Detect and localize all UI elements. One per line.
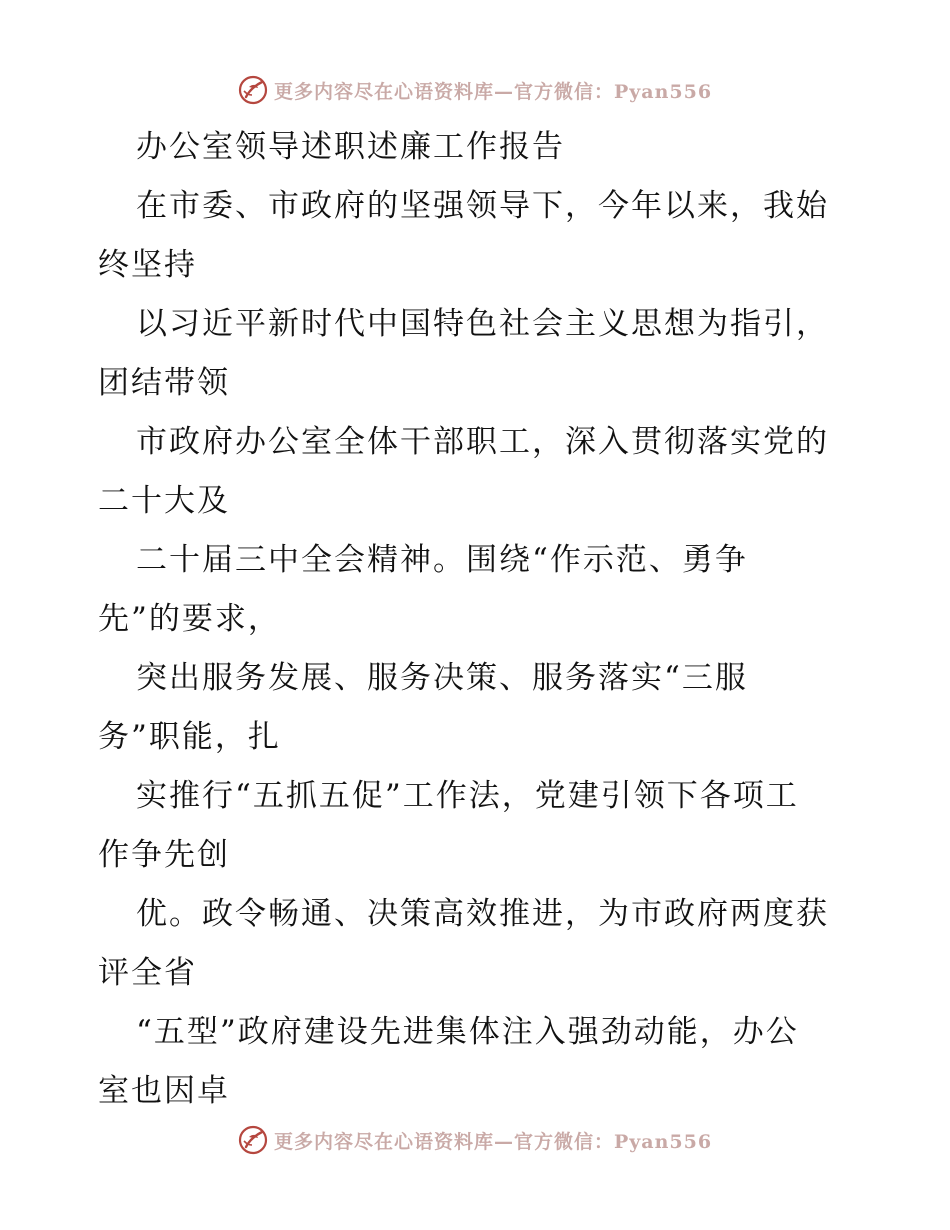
paragraph-line: 突出服务发展、服务决策、服务落实“三服 [136, 660, 748, 696]
paragraph-line: 作争先创 [98, 837, 230, 873]
paragraph-line: 团结带领 [98, 365, 230, 401]
rose-logo-icon [238, 75, 268, 105]
paragraph-line: 室也因卓 [98, 1073, 230, 1109]
paragraph-line: 务”职能，扎 [98, 719, 281, 755]
paragraph-line: 以习近平新时代中国特色社会主义思想为指引， [136, 306, 829, 342]
paragraph-line: 市政府办公室全体干部职工，深入贯彻落实党的 [136, 424, 829, 460]
footer-banner [0, 1120, 950, 1160]
paragraph-line: 终坚持 [98, 247, 197, 283]
paragraph-line: 评全省 [98, 955, 197, 991]
paragraph-line: 实推行“五抓五促”工作法，党建引领下各项工 [136, 778, 799, 814]
paragraph-line: “五型”政府建设先进集体注入强劲动能，办公 [136, 1014, 799, 1050]
paragraph-line: 优。政令畅通、决策高效推进，为市政府两度获 [136, 896, 829, 932]
paragraph-line: 二十届三中全会精神。围绕“作示范、勇争 [136, 542, 748, 578]
paragraph-line: 二十大及 [98, 483, 230, 519]
paragraph-line: 先”的要求， [98, 601, 281, 637]
paragraph-line: 在市委、市政府的坚强领导下，今年以来，我始 [136, 188, 829, 224]
header-banner [0, 70, 950, 110]
document-title: 办公室领导述职述廉工作报告 [136, 129, 565, 165]
banner-text: 更多内容尽在心语资料库—官方微信：Pyan556 [273, 80, 713, 103]
document-body [98, 118, 868, 1121]
rose-logo-icon [238, 1125, 268, 1155]
banner-text: 更多内容尽在心语资料库—官方微信：Pyan556 [273, 1130, 713, 1153]
